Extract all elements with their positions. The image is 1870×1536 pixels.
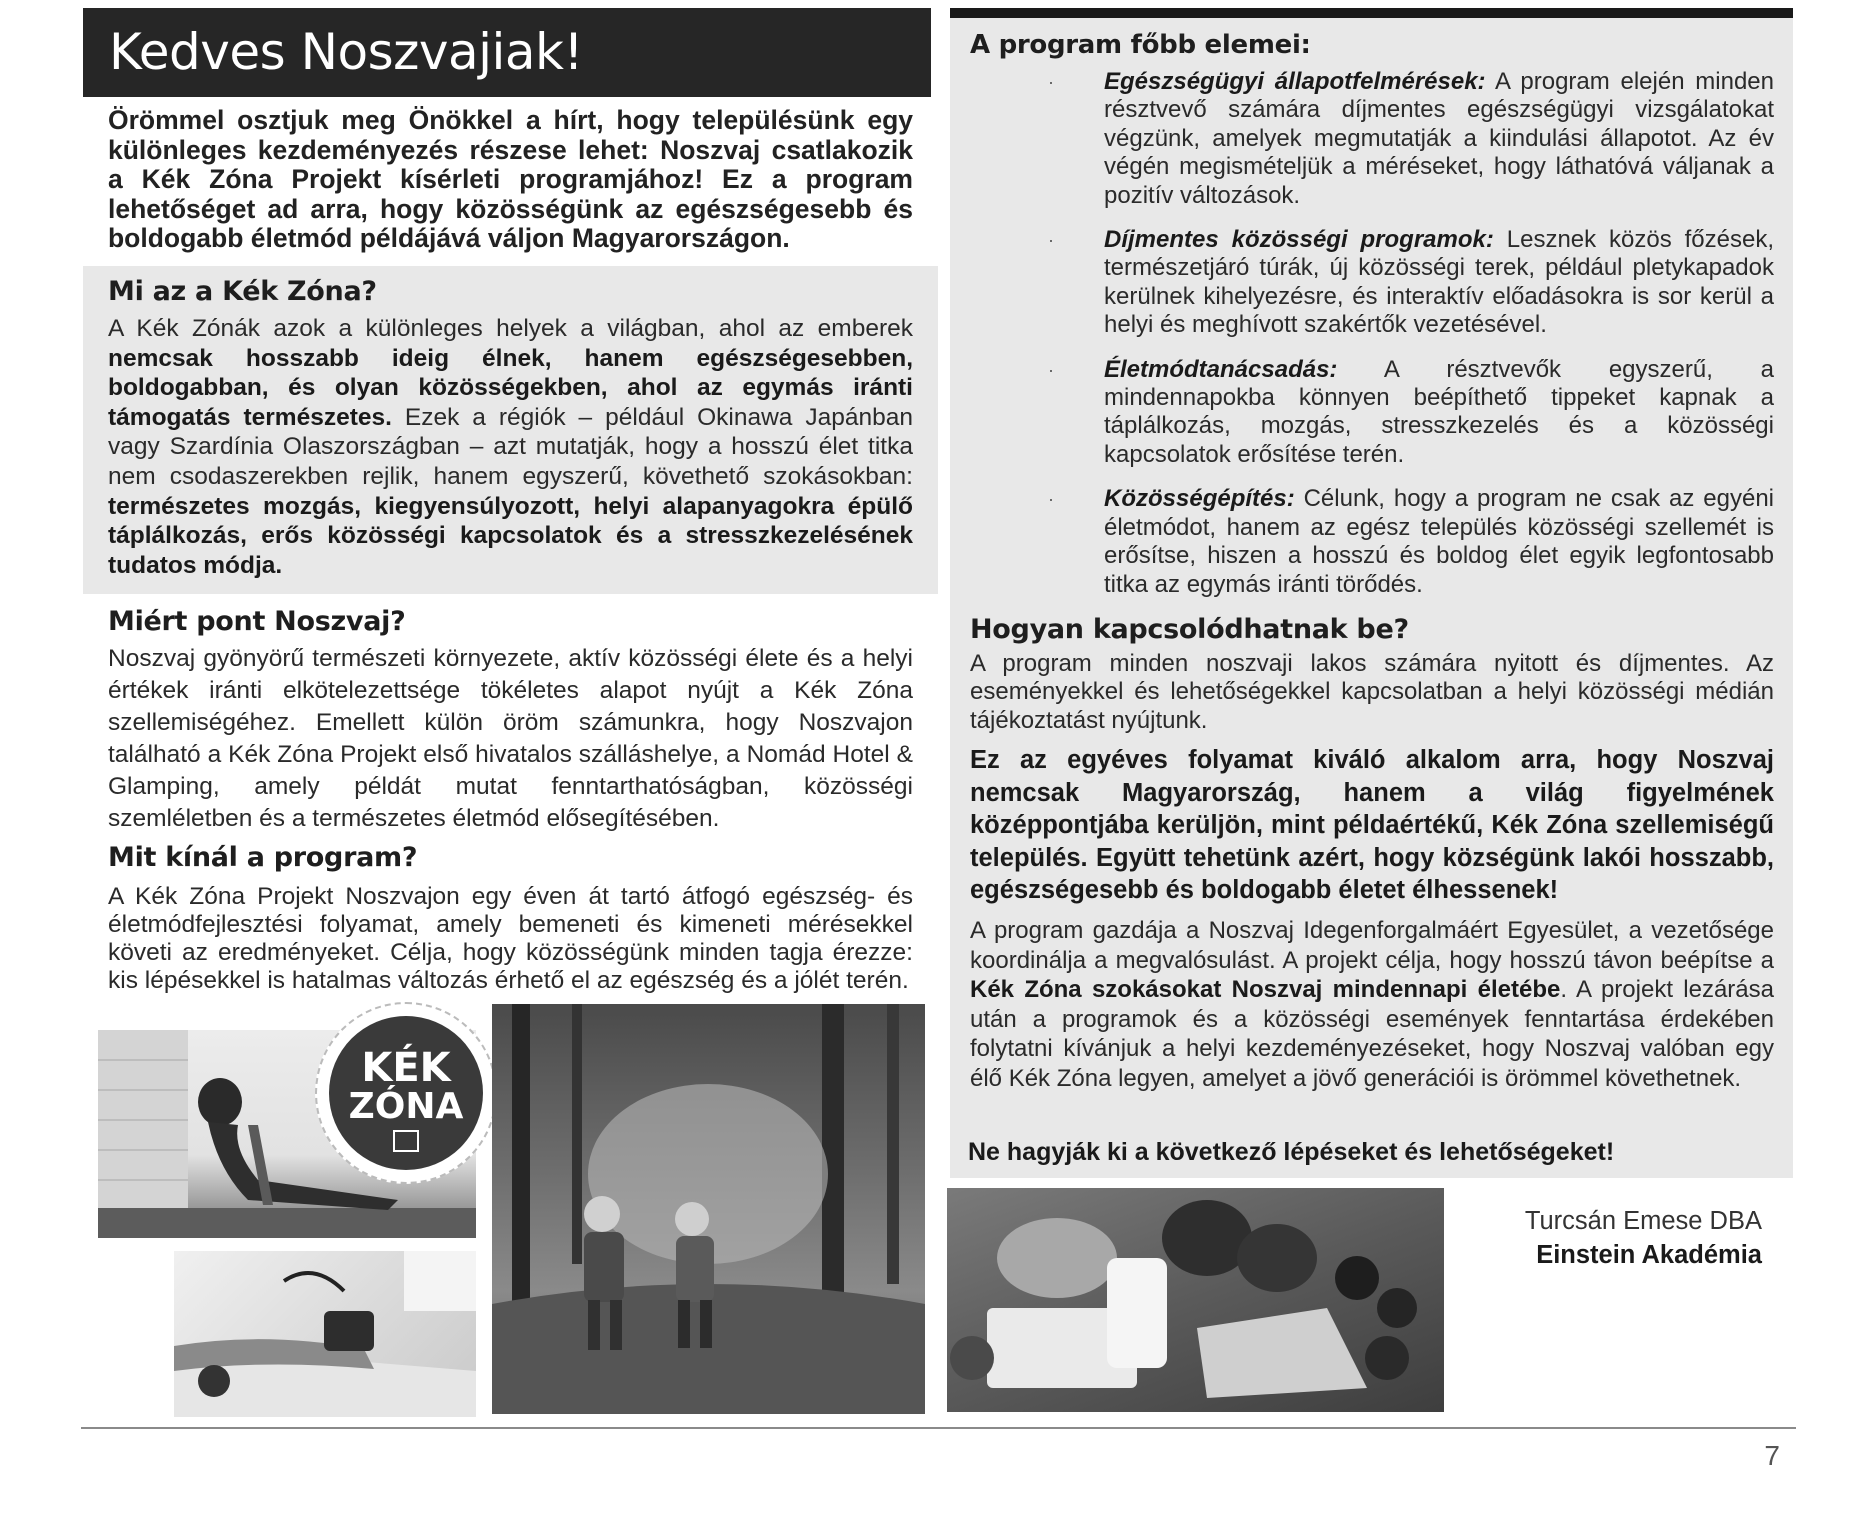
food-photo: [947, 1188, 1444, 1412]
join-bold-paragraph: Ez az egyéves folyamat kiváló alkalom arra, hogy Noszvaj nemcsak Magyarország, hanem a világ figyelmének középpontjába kerüljön, mint példaértékű, Kék Zóna szellemiségű település. Együtt tehetünk azért, hogy községünk lakói hosszabb, egészségesebb és boldogabb életet élhessenek!: [970, 746, 1774, 904]
bullet-label: Díjmentes közösségi programok:: [1104, 226, 1494, 254]
host-text-part: . A projekt lezárása után a programok és a közösségi események fenntartása érdekében folytatni kívánjuk a helyi kezdeményezéseket, hogy Noszvaj valóban egy élő Kék Zóna legyen, amelyet a jövő generációi is örömmel követhetnek.: [970, 976, 1774, 1092]
bullet-text: A program elején minden résztvevő számára díjmentes egészségügyi vizsgálatokat végzünk, amelyek megmutatják a kiindulási állapotot. Az év végén megismételjük a méréseket, hogy láthatóvá váljanak a pozitív változások.: [1104, 68, 1775, 209]
bullet-text: Lesznek közös főzések, természetjáró túrák, új közösségi terek, például pletykapadok kerülnek kihelyezésre, és interaktív előadásokra is sor kerül a helyi és meghívott szakértők vezetésével.: [1104, 226, 1774, 339]
section-text-bold: természetes mozgás, kiegyensúlyozott, helyi alapanyagokra épülő táplálkozás, erős közösségi kapcsolatok és a stresszkezelésének tudatos módja.: [108, 492, 913, 579]
bullet-label: Közösségépítés:: [1104, 485, 1295, 513]
program-bullet-list: [970, 68, 1774, 615]
page-title: Kedves Noszvajiak!: [109, 23, 584, 81]
logo-house-icon: [393, 1130, 419, 1152]
signature-name: Turcsán Emese DBA: [1524, 1207, 1762, 1235]
bullet-text: A résztvevők egyszerű, a mindennapokba könnyen beépíthető tippeket kapnak a táplálkozás, mozgás, stresszkezelés és a közösségi kapcsolatok erősítése terén.: [1104, 355, 1774, 468]
blood-pressure-photo: [174, 1251, 476, 1417]
program-bullet-item: [970, 226, 1774, 340]
forest-children-photo: [492, 1004, 925, 1414]
section-text-miert: Noszvaj gyönyörű természeti környezete, aktív közösségi élete és a helyi értékek iránti elkötelezettsége tökéletes alapot nyújt a Kék Zóna szellemiségéhez. Emellett külön öröm számunkra, hogy Noszvajon található a Kék Zóna Projekt első hivatalos szálláshelye, a Nomád Hotel & Glamping, amely példát mutat fenntarthatóságban, közösségi szemléletben és a természetes életmód elősegítésében.: [108, 645, 913, 832]
host-text-part: A program gazdája a Noszvaj Idegenforgalmáért Egyesület, a vezetősége koordinálja a megvalósulást. A projekt célja, hogy hosszú távon beépítse a: [970, 917, 1774, 974]
section-text-mit-kinal: A Kék Zóna Projekt Noszvajon egy éven át tartó átfogó egészség- és életmódfejlesztési folyamat, amely bemeneti és kimeneti mérésekkel követi az eredményeket. Célja, hogy közösségünk minden tagja érezze: kis lépésekkel is hatalmas változás érhető el az egészség és a jólét terén.: [108, 883, 913, 994]
bullet-text: Célunk, hogy a program ne csak az egyéni életmódot, hanem az egész település közösségi szellemét is erősítse, hiszen a hosszú és boldog élet egyik legfontosabb titka az egymás iránti törődés.: [1104, 485, 1774, 598]
bullet-label: Egészségügyi állapotfelmérések:: [1104, 68, 1486, 95]
bullet-label: Életmódtanácsadás:: [1104, 355, 1338, 383]
logo-text-line1: KÉK: [361, 1045, 451, 1091]
program-bullet-item: [970, 68, 1774, 210]
page-number: 7: [1764, 1440, 1780, 1471]
closing-line: Ne hagyják ki a következő lépéseket és lehetőségeket!: [968, 1138, 1615, 1166]
program-bullet-item: [970, 356, 1774, 470]
host-text-bold: Kék Zóna szokásokat Noszvaj mindennapi életébe: [970, 976, 1561, 1004]
bullet-dot-icon: ·: [1048, 72, 1054, 92]
title-banner: [83, 8, 931, 97]
join-text: A program minden noszvaji lakos számára nyitott és díjmentes. Az eseményekkel és lehetőségekkel kapcsolatban a helyi közösségi médián tájékoztatást nyújtunk.: [970, 650, 1774, 734]
intro-paragraph: Örömmel osztjuk meg Önökkel a hírt, hogy településünk egy különleges kezdeményezés részese lehet: Noszvaj csatlakozik a Kék Zóna Projekt kísérleti programjához! Ez a program lehetőséget ad arra, hogy közösségünk az egészségesebb és boldogabb életmód példájává váljon Magyarországon.: [108, 105, 913, 253]
section-text-mi-az: [108, 314, 913, 580]
join-heading: Hogyan kapcsolódhatnak be?: [970, 614, 1409, 645]
signature-org: Einstein Akadémia: [1536, 1241, 1762, 1269]
bullet-dot-icon: ·: [1048, 489, 1054, 510]
section-text-part: Ezek a régiók – például Okinawa Japánban vagy Szardínia Olaszországban – azt mutatják, hogy a hosszú élet titka nem csodaszerekben rejlik, hanem egyszerű, követhető szokásokban:: [108, 403, 913, 490]
section-heading-mit-kinal: Mit kínál a program?: [108, 842, 418, 873]
section-text-bold: nemcsak hosszabb ideig élnek, hanem egészségesebben, boldogabban, és olyan közösségekben, ahol az egymás iránti támogatás természetes.: [108, 344, 913, 431]
footer-rule: [81, 1427, 1796, 1429]
bullet-dot-icon: ·: [1048, 359, 1054, 380]
section-heading-miert: Miért pont Noszvaj?: [108, 606, 406, 637]
kek-zona-logo: [315, 1002, 497, 1184]
bullet-dot-icon: ·: [1048, 230, 1054, 251]
section-text-part: A Kék Zónák azok a különleges helyek a világban, ahol az emberek: [108, 315, 913, 342]
signature-block: [1440, 1204, 1762, 1272]
logo-text-line2: ZÓNA: [348, 1086, 464, 1127]
section-heading-mi-az: Mi az a Kék Zóna?: [108, 276, 377, 307]
right-top-rule: [950, 8, 1793, 18]
program-heading: A program főbb elemei:: [970, 30, 1311, 60]
host-paragraph: [970, 916, 1774, 1094]
program-bullet-item: [970, 485, 1774, 599]
